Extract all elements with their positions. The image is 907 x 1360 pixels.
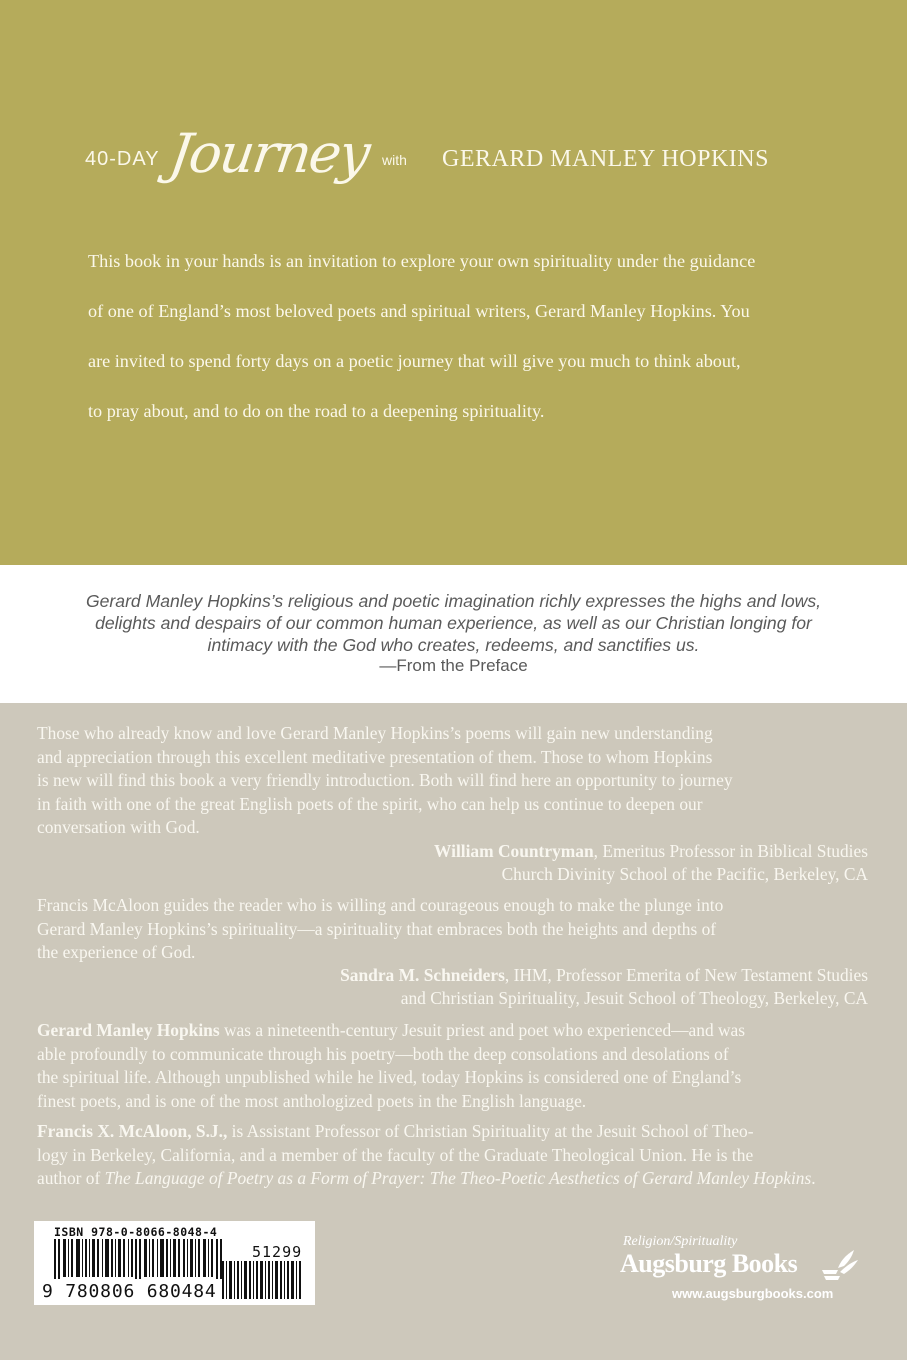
bio-author (37, 1120, 871, 1191)
isbn-text: ISBN 978-0-8066-8048-4 (54, 1225, 218, 1239)
endorsement-line: is new will find this book a very friendly introduction. Both will find here an opportunity to journey (37, 770, 733, 790)
endorsement-line: conversation with God. (37, 817, 200, 837)
endorsement-line: Those who already know and love Gerard Manley Hopkins’s poems will gain new understanding (37, 723, 713, 743)
intro-line: are invited to spend forty days on a poetic journey that will give you much to think about, (88, 351, 741, 371)
endorsement-line: and appreciation through this excellent meditative presentation of them. Those to whom Hopkins (37, 746, 713, 767)
bio-line: author of (37, 1168, 105, 1188)
endorser-title: , Emeritus Professor in Biblical Studies (593, 841, 868, 861)
endorser-affiliation: and Christian Spirituality, Jesuit School of Theology, Berkeley, CA (400, 988, 868, 1008)
intro-line: This book in your hands is an invitation to explore your own spirituality under the guidance (88, 251, 756, 271)
bio-author-name: Francis X. McAloon, S.J., (37, 1121, 228, 1141)
endorsement-line: Gerard Manley Hopkins’s spirituality—a spirituality that embraces both the heights and depths of (37, 918, 717, 939)
price-bars (222, 1261, 304, 1299)
ean-digits: 9 780806 680484 (42, 1281, 217, 1302)
preface-quote-band (0, 565, 907, 703)
series-with: with (382, 152, 407, 168)
intro-line: of one of England’s most beloved poets and spiritual writers, Gerard Manley Hopkins. You (88, 301, 750, 321)
endorsement-line: the experience of God. (37, 942, 196, 962)
bio-line: logy in Berkeley, California, and a member of the faculty of the Graduate Theological Union. He is the (37, 1144, 754, 1165)
preface-quote (30, 590, 877, 656)
bio-line-end: . (811, 1168, 816, 1188)
endorsement-line: in faith with one of the great English poets of the spirit, who can help us continue to deepen our (37, 793, 703, 814)
endorser-affiliation: Church Divinity School of the Pacific, Berkeley, CA (501, 864, 868, 884)
intro-text (88, 236, 828, 436)
quote-line: intimacy with the God who creates, redeems, and sanctifies us. (207, 635, 700, 655)
endorser-name: Sandra M. Schneiders (340, 965, 505, 985)
endorsement-schneiders (37, 894, 871, 965)
quote-line: Gerard Manley Hopkins’s religious and poetic imagination richly expresses the highs and lows, (85, 591, 822, 611)
publisher-url[interactable]: www.augsburgbooks.com (672, 1286, 834, 1301)
quote-line: delights and despairs of our common human experience, as well as our Christian longing for (95, 613, 812, 633)
ean-bars (54, 1239, 224, 1279)
endorser-title: , IHM, Professor Emerita of New Testament Studies (504, 965, 868, 985)
quote-source: —From the Preface (379, 656, 528, 675)
bio-subject-name: Gerard Manley Hopkins (37, 1020, 220, 1040)
publisher-block (620, 1234, 870, 1304)
bio-line: finest poets, and is one of the most anthologized poets in the English language. (37, 1090, 587, 1111)
augsburg-logo-icon (820, 1248, 860, 1282)
endorser-name: William Countryman (434, 841, 594, 861)
endorsement-attribution (168, 840, 868, 886)
bio-hopkins (37, 1019, 871, 1113)
endorsement-attribution (168, 964, 868, 1010)
publisher-name: Augsburg Books (620, 1249, 798, 1278)
endorsement-line: Francis McAloon guides the reader who is willing and courageous enough to make the plunge into (37, 895, 724, 915)
bio-line: the spiritual life. Although unpublished while he lived, today Hopkins is considered one of England’s (37, 1067, 742, 1087)
price-code: 51299 (252, 1243, 303, 1261)
endorsement-countryman (37, 722, 871, 840)
book-title: The Language of Poetry as a Form of Prayer: The Theo-Poetic Aesthetics of Gerard Manley Hopkins (104, 1168, 812, 1188)
series-script-word: Journey (165, 122, 373, 185)
series-prefix: 40-DAY (85, 148, 160, 170)
series-title (85, 122, 845, 210)
top-panel (0, 0, 907, 565)
bio-line: was a nineteenth-century Jesuit priest and poet who experienced—and was (219, 1020, 746, 1040)
bio-line: able profoundly to communicate through his poetry—both the deep consolations and desolations of (37, 1043, 729, 1064)
barcode (34, 1221, 315, 1305)
series-name: GERARD MANLEY HOPKINS (442, 146, 769, 172)
bio-line: is Assistant Professor of Christian Spirituality at the Jesuit School of Theo- (227, 1121, 754, 1141)
category-label: Religion/Spirituality (623, 1234, 738, 1249)
intro-line: to pray about, and to do on the road to a deepening spirituality. (88, 401, 545, 421)
